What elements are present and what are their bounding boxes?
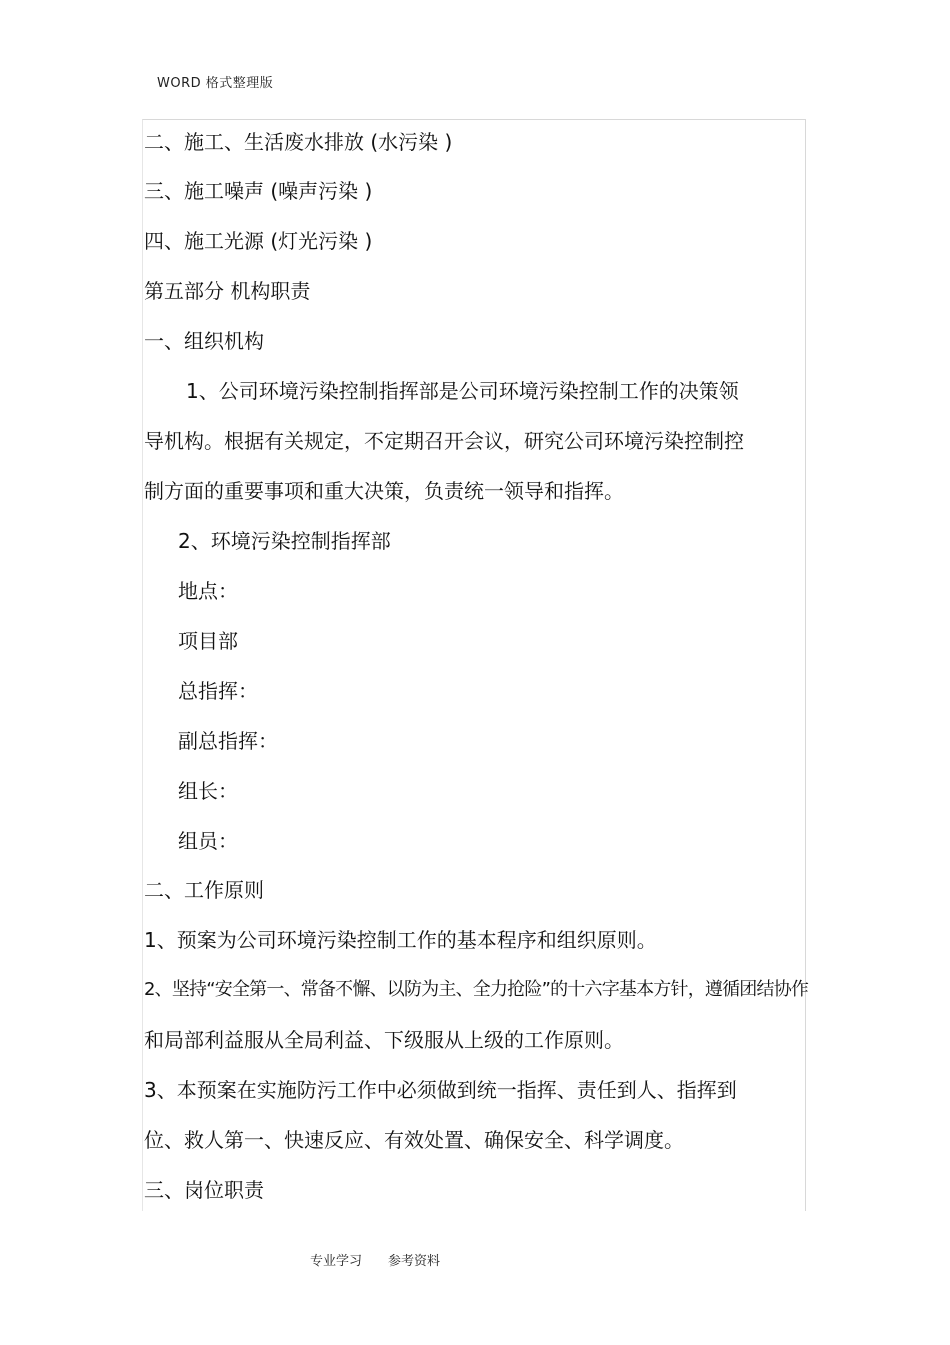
footer-right-label: 参考资料 bbox=[388, 1254, 441, 1269]
section-heading-noise: 三、施工噪声 (噪声污染 ) bbox=[144, 179, 373, 203]
document-header-label: WORD 格式整理版 bbox=[157, 76, 274, 91]
paragraph-line: 制方面的重要事项和重大决策，负责统一领导和指挥。 bbox=[144, 479, 624, 503]
field-team-members: 组员： bbox=[178, 829, 238, 853]
footer-left-label: 专业学习 bbox=[310, 1254, 363, 1269]
field-deputy-commander: 副总指挥： bbox=[178, 729, 278, 753]
section-heading-principles: 二、工作原则 bbox=[144, 878, 264, 902]
paragraph-line: 位、救人第一、快速反应、有效处置、确保安全、科学调度。 bbox=[144, 1128, 684, 1152]
section-heading-light: 四、施工光源 (灯光污染 ) bbox=[144, 229, 373, 253]
part-heading-organization: 第五部分 机构职责 bbox=[144, 279, 311, 303]
subsection-heading-command: 2、环境污染控制指挥部 bbox=[178, 529, 391, 553]
section-heading-duties: 三、岗位职责 bbox=[144, 1178, 264, 1202]
field-location-value: 项目部 bbox=[178, 629, 238, 653]
section-heading-wastewater: 二、施工、生活废水排放 (水污染 ) bbox=[144, 130, 453, 154]
paragraph-line: 和局部利益服从全局利益、下级服从上级的工作原则。 bbox=[144, 1028, 624, 1052]
field-commander: 总指挥： bbox=[178, 679, 258, 703]
section-heading-structure: 一、组织机构 bbox=[144, 329, 264, 353]
paragraph-line: 1、公司环境污染控制指挥部是公司环境污染控制工作的决策领 bbox=[186, 379, 739, 403]
field-team-leader: 组长： bbox=[178, 779, 238, 803]
paragraph-line: 3、本预案在实施防污工作中必须做到统一指挥、责任到人、指挥到 bbox=[144, 1078, 737, 1102]
paragraph-line: 1、预案为公司环境污染控制工作的基本程序和组织原则。 bbox=[144, 928, 657, 952]
field-location: 地点： bbox=[178, 579, 238, 603]
paragraph-line: 2、坚持“安全第一、常备不懈、以防为主、全力抢险”的十六字基本方针，遵循团结协作 bbox=[144, 979, 809, 1000]
paragraph-line: 导机构。根据有关规定，不定期召开会议，研究公司环境污染控制控 bbox=[144, 429, 744, 453]
